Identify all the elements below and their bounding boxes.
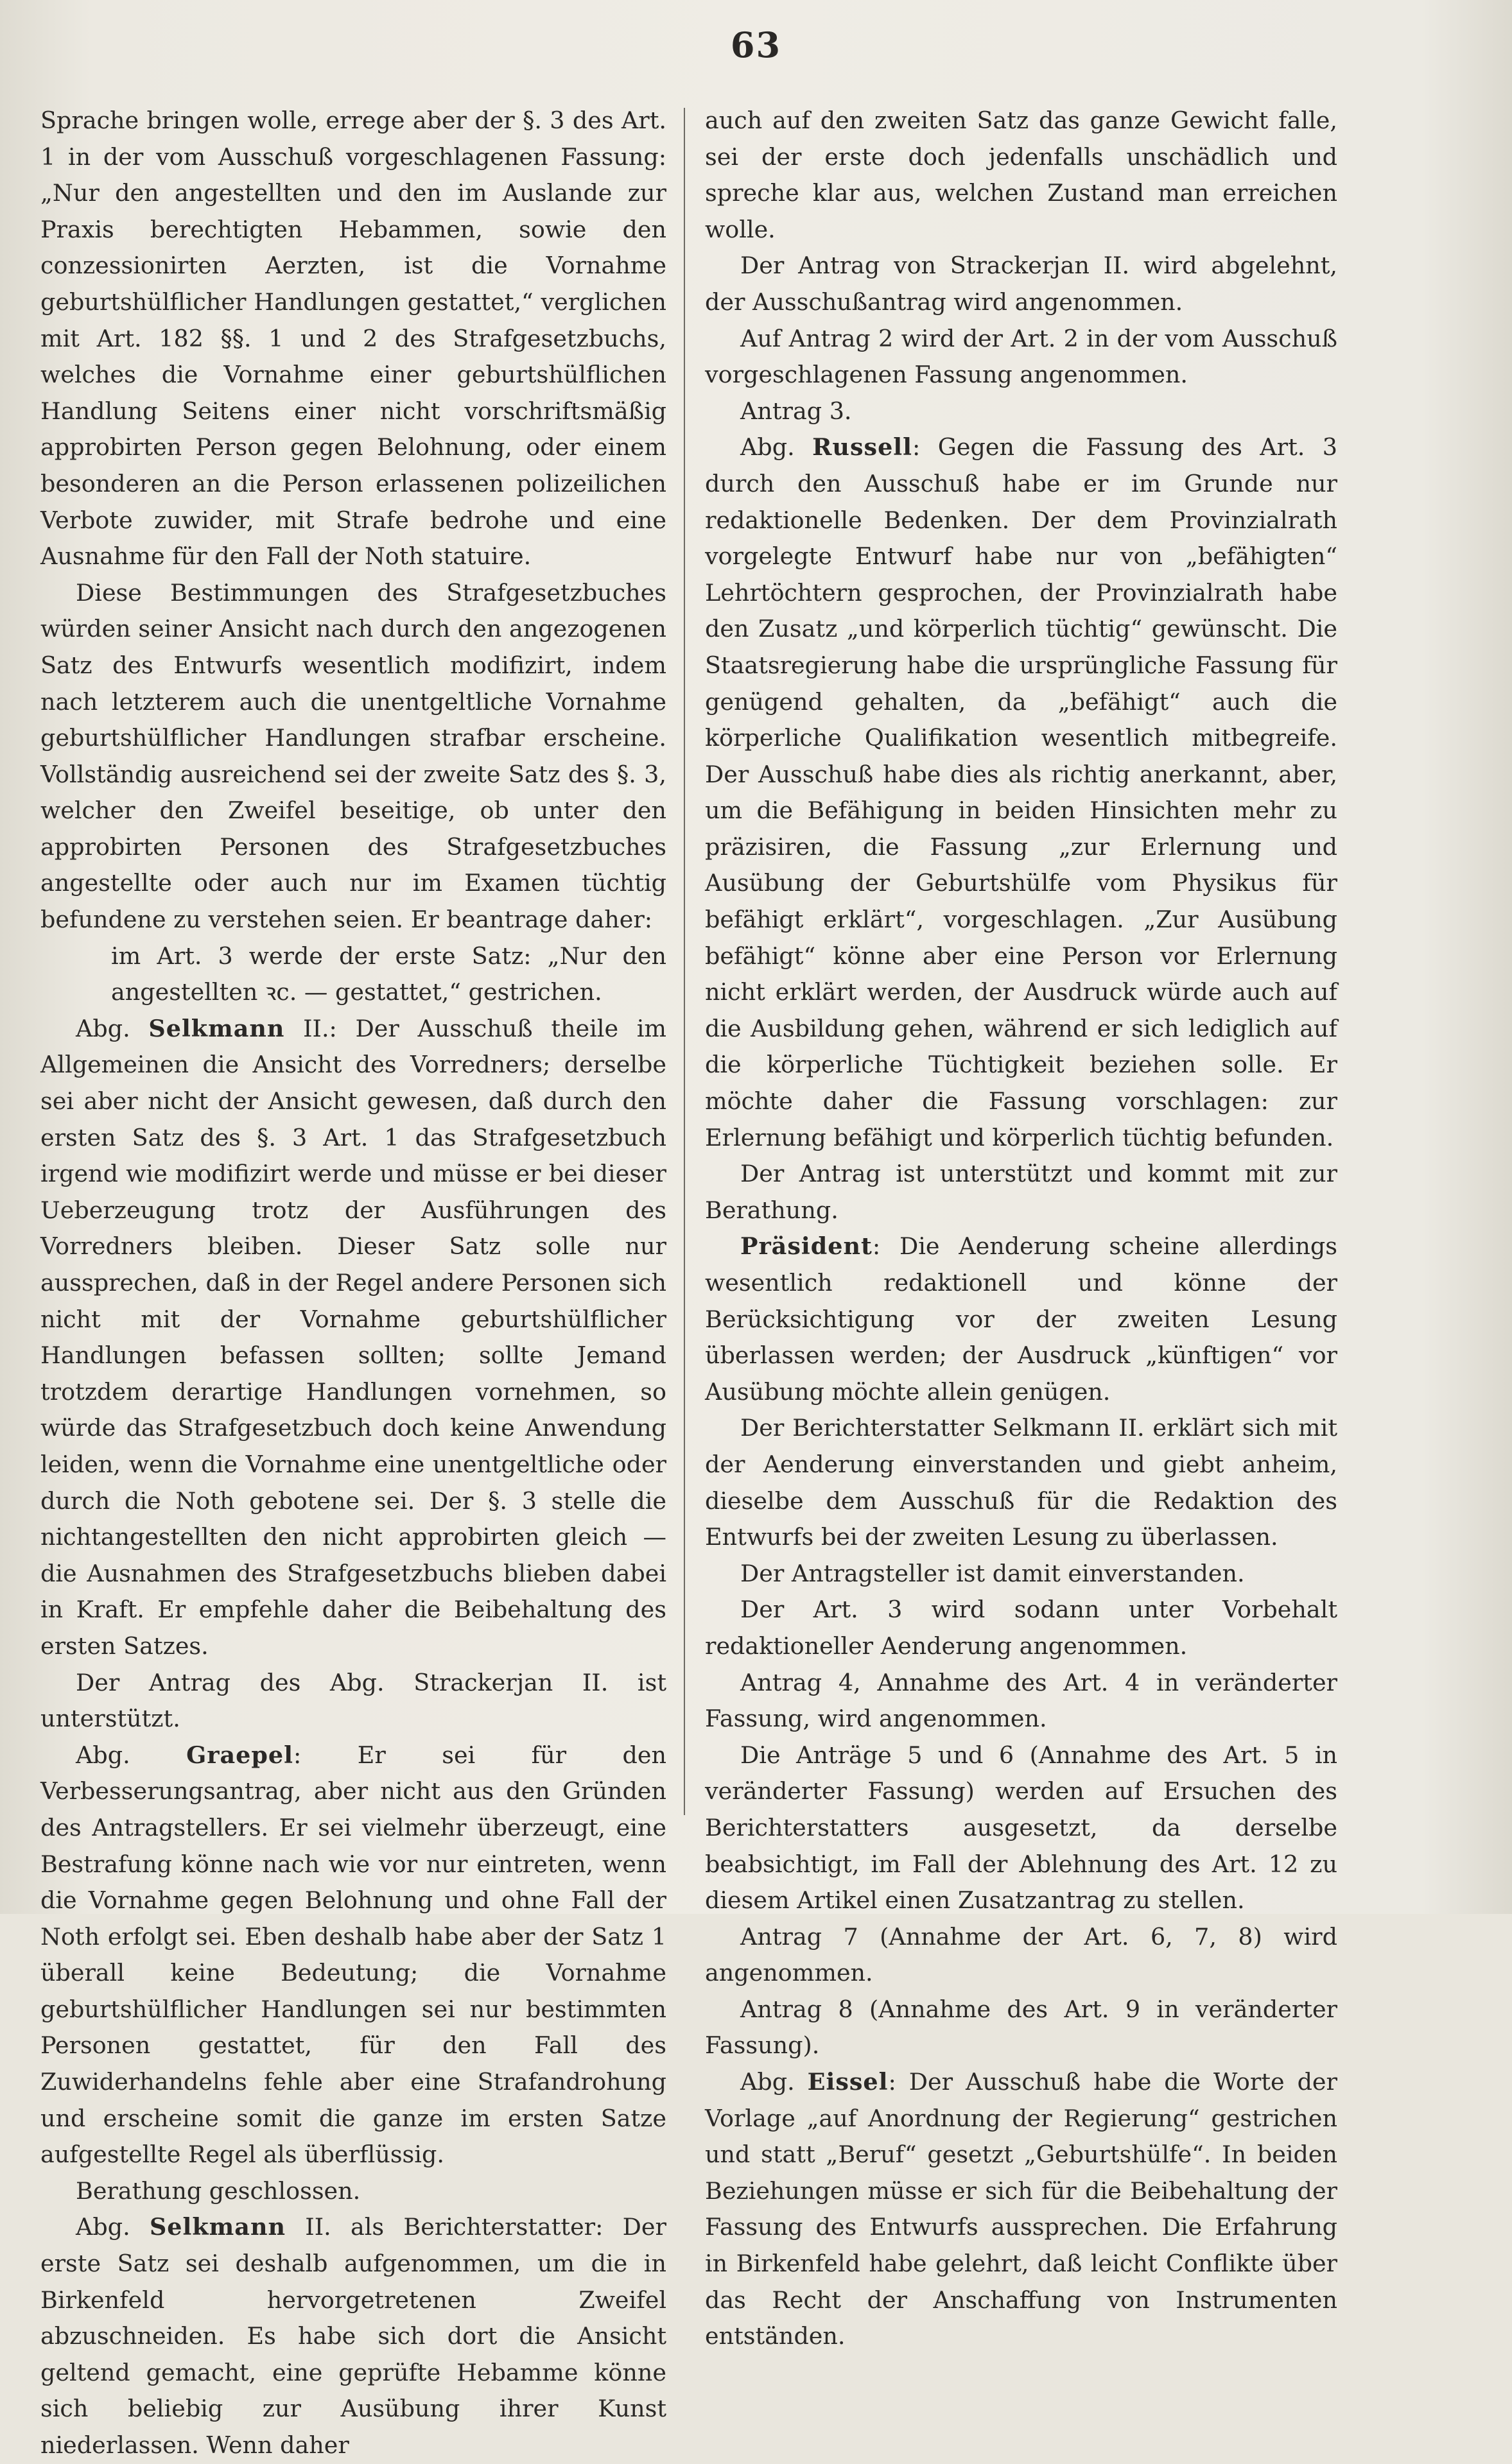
speech-prefix: Abg. xyxy=(740,433,813,461)
text-paragraph: Antrag 4, Annahme des Art. 4 in veränderter Fassung, wird angenommen. xyxy=(705,1668,1337,1733)
right-text-column xyxy=(705,103,1337,2355)
text-paragraph: Berathung geschlossen. xyxy=(76,2176,361,2205)
speech-paragraph xyxy=(705,2064,1337,2355)
text-paragraph: Antrag 7 (Annahme der Art. 6, 7, 8) wird angenommen. xyxy=(705,1922,1337,1987)
text-paragraph: auch auf den zweiten Satz das ganze Gewicht falle, sei der erste doch jedenfalls unschädlich und spreche klar aus, welchen Zustand man erreichen wolle. xyxy=(705,107,1337,243)
speech-text: : Gegen die Fassung des Art. 3 durch den Ausschuß habe er im Grunde nur redaktionelle Bedenken. Der dem Provinzialrath vorgelegte Entwurf habe nur von „befähigten“ Lehrtöchtern gesprochen, der Provinzialrath habe den Zusatz „und körperlich tüchtig“ gewünscht. Die Staatsregierung habe die ursprüngliche Fassung für genügend gehalten, da „befähigt“ auch die körperliche Qualifikation wesentlich mitbegreife. Der Ausschuß habe dies als richtig anerkannt, aber, um die Befähigung in beiden Hinsichten mehr zu präzisiren, die Fassung „zur Erlernung und Ausübung der Geburtshülfe vom Physikus für befähigt erklärt“, vorgeschlagen. „Zur Ausübung befähigt“ könne aber eine Person vor Erlernung nicht erklärt werden, der Ausdruck würde auch auf die Ausbildung gehen, während er sich lediglich auf die körperliche Tüchtigkeit beziehen solle. Er möchte daher die Fassung vorschlagen: zur Erlernung befähigt und körperlich tüchtig befunden. xyxy=(705,433,1338,1151)
speech-prefix: Abg. xyxy=(76,1014,149,1042)
text-paragraph: Antrag 3. xyxy=(740,397,852,425)
speech-prefix: Abg. xyxy=(76,2213,150,2241)
text-paragraph: Der Antrag des Abg. Strackerjan II. ist unterstützt. xyxy=(40,1668,666,1733)
page-number: 63 xyxy=(730,24,782,65)
text-paragraph: Antrag 8 (Annahme des Art. 9 in veränderter Fassung). xyxy=(705,1995,1337,2060)
speech-prefix: Abg. xyxy=(76,1741,187,1769)
text-paragraph: Sprache bringen wolle, errege aber der §. 3 des Art. 1 in der vom Ausschuß vorgeschlagenen Fassung: „Nur den angestellten und den im Auslande zur Praxis berechtigten Hebammen, sowie den conzessionirten Aerzten, ist die Vornahme geburtshülflicher Handlungen gestattet,“ verglichen mit Art. 182 §§. 1 und 2 des Strafgesetzbuchs, welches die Vornahme einer geburtshülflichen Handlung Seitens einer nicht vorschriftsmäßig approbirten Person gegen Belohnung, oder einem besonderen an die Person erlassenen polizeilichen Verbote zuwider, mit Strafe bedrohe und eine Ausnahme für den Fall der Noth statuire. xyxy=(40,107,666,571)
speech-text: II.: Der Ausschuß theile im Allgemeinen die Ansicht des Vorredners; derselbe sei aber nicht der Ansicht gewesen, daß durch den ersten Satz des §. 3 Art. 1 das Strafgesetzbuch irgend wie modifizirt werde und müsse er bei dieser Ueberzeugung trotz der Ausführungen des Vorredners bleiben. Dieser Satz solle nur aussprechen, daß in der Regel andere Personen sich nicht mit der Vornahme geburtshülflicher Handlungen befassen sollten; sollte Jemand trotzdem derartige Handlungen vornehmen, so würde das Strafgesetzbuch doch keine Anwendung leiden, wenn die Vornahme eine unentgeltliche oder durch die Noth gebotene sei. Der §. 3 stelle die nichtangestellten den nicht approbirten gleich — die Ausnahmen des Strafgesetzbuchs blieben dabei in Kraft. Er empfehle daher die Beibehaltung des ersten Satzes. xyxy=(40,1014,666,1660)
motion-quote: im Art. 3 werde der erste Satz: „Nur den angestellten ꝛc. — gestattet,“ gestrichen. xyxy=(111,942,666,1006)
speech-text: II. als Berichterstatter: Der erste Satz sei deshalb aufgenommen, um die in Birkenfeld hervorgetretenen Zweifel abzuschneiden. Es habe sich dort die Ansicht geltend gemacht, eine geprüfte Hebamme könne sich beliebig zur Ausübung ihrer Kunst niederlassen. Wenn daher xyxy=(40,2213,666,2459)
text-paragraph: Der Antrag von Strackerjan II. wird abgelehnt, der Ausschußantrag wird angenommen. xyxy=(705,252,1337,316)
speaker-name: Präsident xyxy=(740,1232,873,1261)
text-paragraph: Der Antrag ist unterstützt und kommt mit zur Berathung. xyxy=(705,1160,1337,1224)
speech-paragraph xyxy=(40,1737,666,2173)
speech-paragraph xyxy=(40,1011,666,1665)
speech-text: : Der Ausschuß habe die Worte der Vorlage „auf Anordnung der Regierung“ gestrichen und statt „Beruf“ gesetzt „Geburtshülfe“. In beiden Beziehungen müsse er sich für die Beibehaltung der Fassung des Entwurfs aussprechen. Die Erfahrung in Birkenfeld habe gelehrt, daß leicht Conflikte über das Recht der Anschaffung von Instrumenten entständen. xyxy=(705,2068,1337,2350)
speech-prefix: Abg. xyxy=(740,2068,808,2096)
speech-paragraph xyxy=(40,2209,666,2463)
speech-text: : Er sei für den Verbesserungsantrag, aber nicht aus den Gründen des Antragstellers. Er sei vielmehr überzeugt, eine Bestrafung könne nach wie vor nur eintreten, wenn die Vornahme gegen Belohnung und ohne Fall der Noth erfolgt sei. Eben deshalb habe aber der Satz 1 überall keine Bedeutung; die Vornahme geburtshülflicher Handlungen sei nur bestimmten Personen gestattet, für den Fall des Zuwiderhandelns fehle aber eine Strafandrohung und erscheine somit die ganze im ersten Satze aufgestellte Regel als überflüssig. xyxy=(40,1741,666,2169)
speech-text: : Die Aenderung scheine allerdings wesentlich redaktionell und könne der Berücksichtigung vor der zweiten Lesung überlassen werden; der Ausdruck „künftigen“ vor Ausübung möchte allein genügen. xyxy=(705,1232,1337,1406)
speaker-name: Selkmann xyxy=(148,1014,285,1042)
speaker-name: Graepel xyxy=(186,1741,293,1769)
text-paragraph: Diese Bestimmungen des Strafgesetzbuches würden seiner Ansicht nach durch den angezogenen Satz des Entwurfs wesentlich modifizirt, indem nach letzterem auch die unentgeltliche Vornahme geburtshülflicher Handlungen strafbar erscheine. Vollständig ausreichend sei der zweite Satz des §. 3, welcher den Zweifel beseitige, ob unter den approbirten Personen des Strafgesetzbuches angestellte oder auch nur im Examen tüchtig befundene zu verstehen seien. Er beantrage daher: xyxy=(40,578,666,934)
speaker-name: Russell xyxy=(812,433,913,461)
speaker-name: Eissel xyxy=(807,2068,889,2096)
left-text-column xyxy=(40,103,666,2464)
text-paragraph: Der Berichterstatter Selkmann II. erklärt sich mit der Aenderung einverstanden und giebt anheim, dieselbe dem Ausschuß für die Redaktion des Entwurfs bei der zweiten Lesung zu überlassen. xyxy=(705,1414,1337,1551)
speech-paragraph xyxy=(705,429,1337,1156)
text-paragraph: Der Art. 3 wird sodann unter Vorbehalt redaktioneller Aenderung angenommen. xyxy=(705,1596,1337,1660)
speaker-name: Selkmann xyxy=(149,2213,286,2241)
speech-paragraph xyxy=(705,1228,1337,1410)
text-paragraph: Der Antragsteller ist damit einverstanden. xyxy=(740,1559,1245,1587)
text-paragraph: Auf Antrag 2 wird der Art. 2 in der vom Ausschuß vorgeschlagenen Fassung angenommen. xyxy=(705,324,1337,389)
column-divider xyxy=(684,108,685,1815)
text-paragraph: Die Anträge 5 und 6 (Annahme des Art. 5 in veränderter Fassung) werden auf Ersuchen des Berichterstatters ausgesetzt, da derselbe beabsichtigt, im Fall der Ablehnung des Art. 12 zu diesem Artikel einen Zusatzantrag zu stellen. xyxy=(705,1741,1337,1915)
